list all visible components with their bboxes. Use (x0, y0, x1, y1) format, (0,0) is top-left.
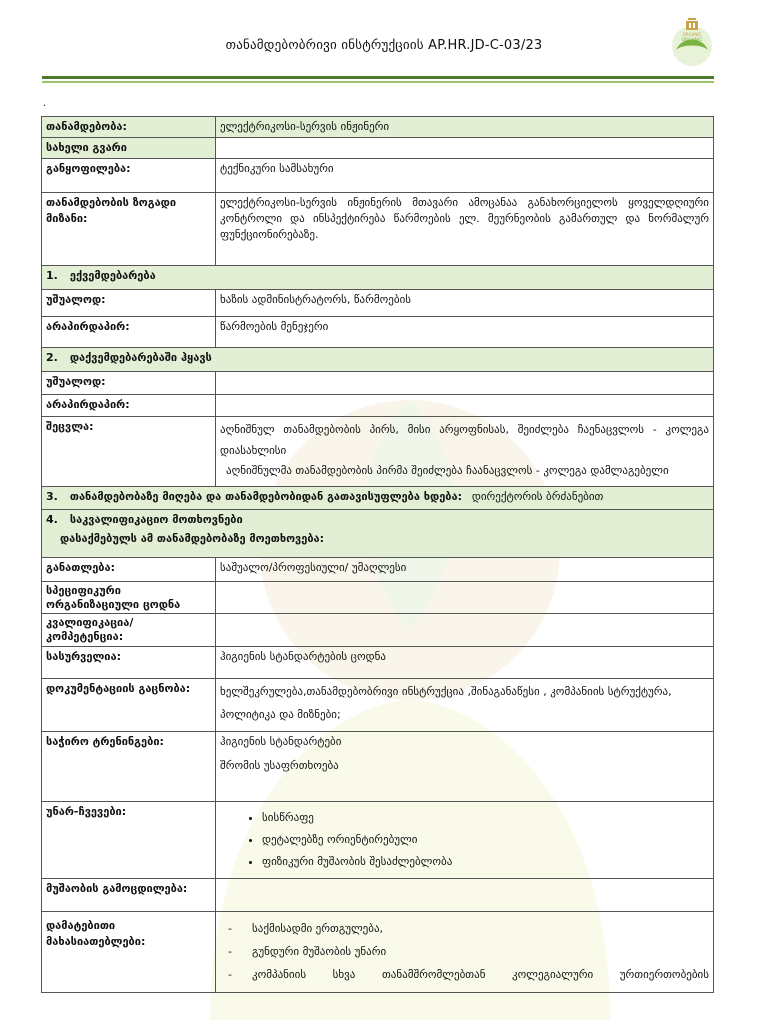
row-department (42, 158, 714, 192)
name-value (216, 137, 714, 158)
skills-list (220, 810, 709, 870)
section-4-number: 4. (46, 512, 58, 526)
section-1 (42, 265, 714, 289)
indirect-1-value: წარმოების მენეჯერი (216, 316, 714, 347)
job-description-table (41, 116, 714, 993)
skills-label: უნარ-ჩვევები: (42, 802, 216, 879)
row-education (42, 557, 714, 581)
stray-mark: . (43, 98, 47, 109)
indirect-1-label: არაპირდაპირ: (42, 316, 216, 347)
trainings-label: საჭირო ტრენინგები: (42, 732, 216, 802)
position-value: ელექტრიკოსი-სერვის ინჟინერი (216, 117, 714, 138)
section-3 (42, 486, 714, 509)
trait-item: - კომპანიის სხვა თანამშრომლებთან კოლეგიალური ურთიერთობების (228, 968, 709, 982)
traits-label: დამატებითი მახასიათებლები: (42, 912, 216, 993)
replace-value-1: აღნიშნულ თანამდებობის პირს, მისი არყოფნისას, შეიძლება ჩაენაცვლოს - კოლეგა დიასახლისი (220, 422, 709, 458)
section-3-title: თანამდებობაზე მიღება და თანამდებობიდან გათავისუფლება ხდება: (69, 489, 462, 503)
skill-item: • ფიზიკური მუშაობის შესაძლებლობა (262, 854, 709, 870)
department-label: განყოფილება: (42, 158, 216, 192)
name-label: სახელი გვარი (42, 137, 216, 158)
trait-item: - საქმისადმი ერთგულება, (228, 922, 384, 936)
knowledge-label: სპეციფიკური ორგანიზაციული ცოდნა (42, 581, 216, 614)
knowledge-value (216, 581, 714, 614)
section-3-tail: დირექტორის ბრძანებით (471, 489, 604, 503)
department-value: ტექნიკური სამსახური (216, 158, 714, 192)
row-experience (42, 879, 714, 912)
training-item: შრომის უსაფრთხოება (220, 759, 339, 773)
row-traits (42, 912, 714, 993)
header-rule-light (42, 81, 714, 83)
document-title: თანამდებობრივი ინსტრუქციის AP.HR.JD-C-03/23 (225, 38, 543, 53)
row-indirect-2 (42, 394, 714, 416)
training-item: ჰიგიენის სტანდარტები (220, 735, 342, 749)
qualification-value (216, 614, 714, 647)
replace-value-2: აღნიშნულმა თანამდებობის პირმა შეიძლება ჩაანაცვლოს - კოლეგა დამლაგებელი (226, 463, 669, 477)
direct-1-value: ხაზის ადმინისტრატორს, წარმოების (216, 289, 714, 316)
trait-text: საქმისადმი ერთგულება, (252, 922, 384, 936)
replace-label: შეცვლა: (42, 416, 216, 486)
trait-item: - გუნდური მუშაობის უნარი (228, 945, 387, 959)
row-direct-1 (42, 289, 714, 316)
row-indirect-1 (42, 316, 714, 347)
row-skills (42, 802, 714, 879)
desirable-value: ჰიგიენის სტანდარტების ცოდნა (216, 647, 714, 679)
direct-2-label: უშუალოდ: (42, 371, 216, 394)
direct-1-label: უშუალოდ: (42, 289, 216, 316)
experience-label: მუშაობის გამოცდილება: (42, 879, 216, 912)
logo-text-bottom: ORGANIC (681, 38, 703, 43)
skill-item: • დეტალებზე ორიენტირებული (262, 832, 709, 848)
row-qualification (42, 614, 714, 647)
education-value: საშუალო/პროფესიული/ უმაღლესი (216, 557, 714, 581)
section-3-number: 3. (46, 489, 58, 503)
docs-value: ხელშეკრულება,თანამდებობრივი ინსტრუქცია ,შინაგანაწესი , კომპანიის სტრუქტურა, პოლიტიკა და მიზნები; (216, 679, 714, 732)
goal-label: თანამდებობის ზოგადი მიზანი: (42, 192, 216, 265)
section-1-title: ექვემდებარება (69, 268, 156, 282)
header-rule-dark (42, 76, 714, 79)
section-2 (42, 347, 714, 371)
row-position (42, 117, 714, 138)
education-label: განათლება: (42, 557, 216, 581)
direct-2-value (216, 371, 714, 394)
goal-value: ელექტრიკოსი-სერვის ინჟინერის მთავარი ამოცანაა განახორციელოს ყოველდღიური კონტროლი და ინსპექტირება წარმოების ელ. მეურნეობის გამართულ და ნორმალურ ფუნქციონირებაზე. (216, 192, 714, 265)
desirable-label: სასურველია: (42, 647, 216, 679)
indirect-2-label: არაპირდაპირ: (42, 394, 216, 416)
trait-text: გუნდური მუშაობის უნარი (252, 945, 387, 959)
section-4-title: საკვალიფიკაციო მოთხოვნები (69, 512, 243, 526)
row-replace (42, 416, 714, 486)
row-direct-2 (42, 371, 714, 394)
company-logo (668, 14, 716, 68)
experience-value (216, 879, 714, 912)
section-2-title: დაქვემდებარებაში ჰყავს (69, 350, 212, 364)
skill-item: • სისწრაფე (262, 810, 709, 826)
section-4-subtitle: დასაქმებულს ამ თანამდებობაზე მოეთხოვება: (60, 531, 325, 545)
section-4 (42, 509, 714, 557)
position-label: თანამდებობა: (42, 117, 216, 138)
qualification-label: კვალიფიკაცია/ კომპეტენცია: (42, 614, 216, 647)
section-2-number: 2. (46, 350, 58, 364)
row-desirable (42, 647, 714, 679)
logo-text-top: ORGANIC (682, 32, 702, 37)
section-1-number: 1. (46, 268, 58, 282)
row-name (42, 137, 714, 158)
row-knowledge (42, 581, 714, 614)
row-goal (42, 192, 714, 265)
indirect-2-value (216, 394, 714, 416)
row-trainings (42, 732, 714, 802)
docs-label: დოკუმენტაციის გაცნობა: (42, 679, 216, 732)
trait-text: კომპანიის სხვა თანამშრომლებთან კოლეგიალური ურთიერთობების (252, 968, 709, 982)
row-docs (42, 679, 714, 732)
